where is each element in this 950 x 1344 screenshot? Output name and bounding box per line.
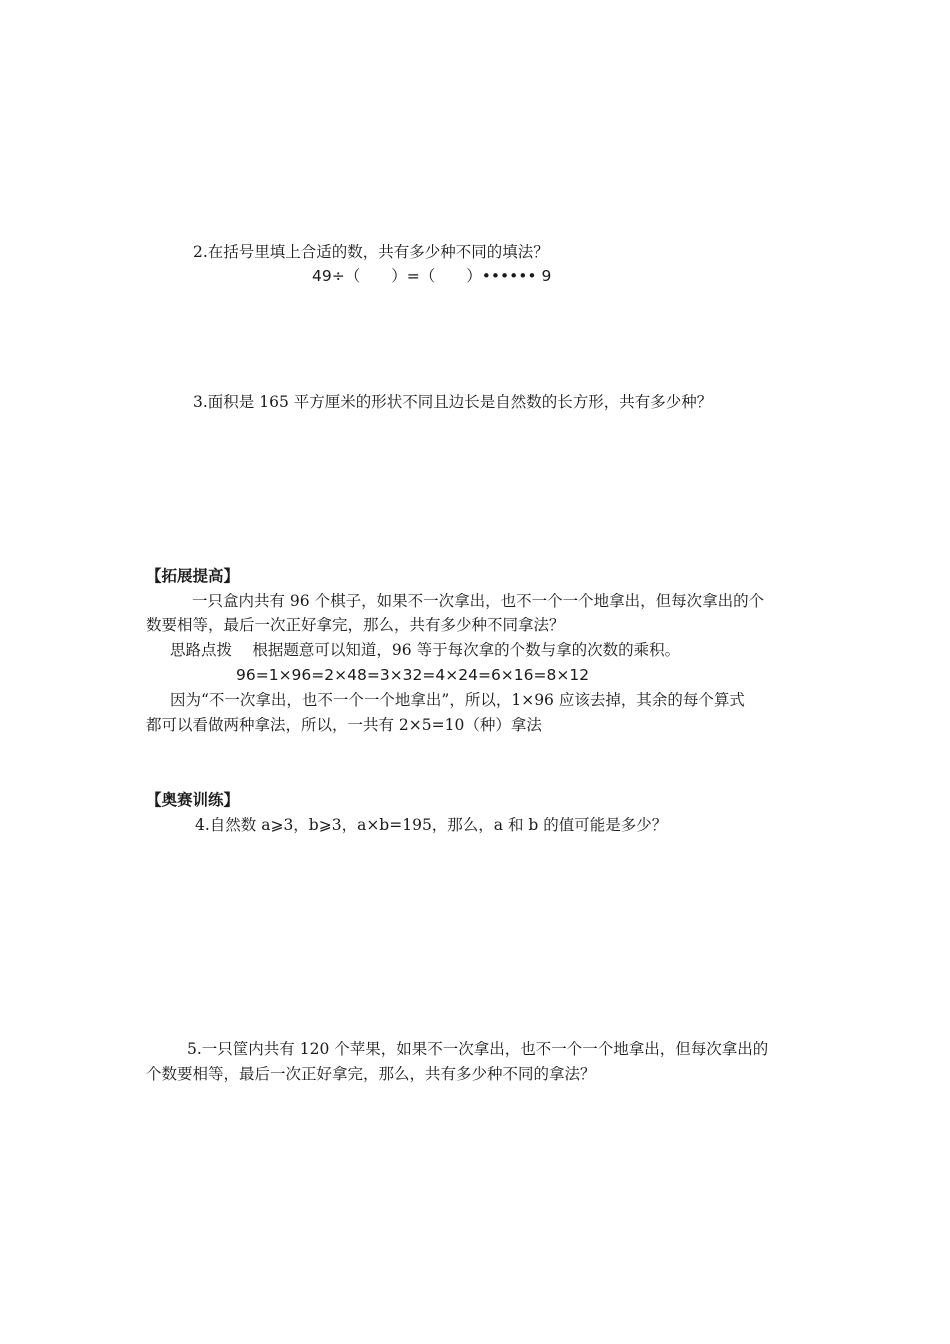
question-5-line-2: 个数要相等，最后一次正好拿完，那么，共有多少种不同的拿法？ — [146, 1065, 596, 1083]
extension-equation: 96=1×96=2×48=3×32=4×24=6×16=8×12 — [236, 666, 590, 684]
question-5-line-1: 5.一只筐内共有 120 个苹果，如果不一次拿出，也不一个一个地拿出，但每次拿出的 — [187, 1040, 769, 1058]
extension-answer-line-1: 因为“不一次拿出，也不一个一个地拿出”，所以，1×96 应该去掉，其余的每个算式 — [170, 691, 745, 709]
question-3: 3.面积是 165 平方厘米的形状不同且边长是自然数的长方形，共有多少种？ — [193, 393, 713, 411]
question-2: 2.在括号里填上合适的数，共有多少种不同的填法？ — [193, 243, 549, 261]
extension-hint: 思路点拨 根据题意可以知道，96 等于每次拿的个数与拿的次数的乘积。 — [170, 641, 681, 659]
section-heading-extension: 【拓展提高】 — [146, 566, 240, 585]
extension-problem-line-1: 一只盒内共有 96 个棋子，如果不一次拿出，也不一个一个地拿出，但每次拿出的个 — [192, 592, 765, 610]
extension-problem-line-2: 数要相等，最后一次正好拿完，那么，共有多少种不同拿法？ — [146, 616, 565, 634]
question-4: 4.自然数 a⩾3，b⩾3，a×b=195，那么，a 和 b 的值可能是多少？ — [195, 816, 668, 834]
question-2-equation: 49÷（ ）=（ ）•••••• 9 — [312, 267, 552, 285]
extension-answer-line-2: 都可以看做两种拿法，所以，一共有 2×5=10（种）拿法 — [146, 716, 542, 734]
section-heading-olympiad: 【奥赛训练】 — [146, 790, 240, 809]
